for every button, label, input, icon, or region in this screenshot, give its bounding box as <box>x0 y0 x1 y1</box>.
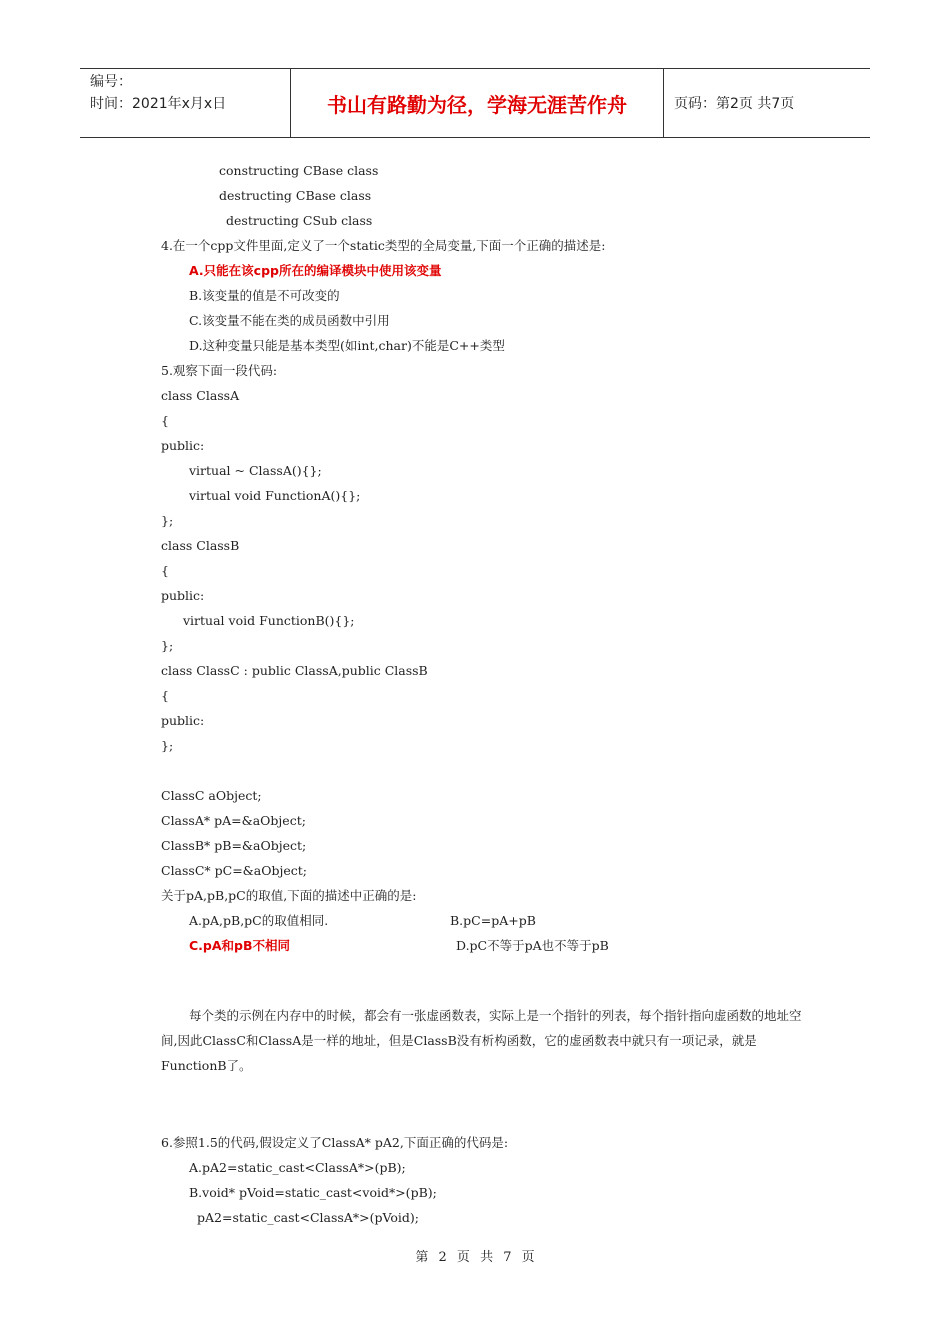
footer-page-number: 2 <box>438 1250 447 1265</box>
text-line: 6.参照1.5的代码,假设定义了ClassA* pA2,下面正确的代码是: <box>161 1135 509 1150</box>
footer-total-pages: 7 <box>503 1250 512 1265</box>
text-line: { <box>161 413 169 428</box>
text-line: ClassB* pB=&aObject; <box>161 838 307 853</box>
text-line: public: <box>161 588 205 603</box>
text-line: }; <box>161 738 174 753</box>
header-page-info: 页码：第2页 共7页 <box>674 96 795 112</box>
text-line: destructing CSub class <box>226 213 373 228</box>
text-line: A.pA2=static_cast<ClassA*>(pB); <box>189 1160 406 1175</box>
answer-line: C.pA和pB不相同 <box>189 938 291 953</box>
text-line: virtual ~ ClassA(){}; <box>189 463 322 478</box>
text-line: virtual void FunctionB(){}; <box>183 613 355 628</box>
header-meta <box>80 69 291 137</box>
text-line: virtual void FunctionA(){}; <box>189 488 361 503</box>
text-line: }; <box>161 513 174 528</box>
footer-ye-2: 页 <box>521 1250 535 1265</box>
text-line: class ClassA <box>161 388 240 403</box>
text-line: constructing CBase class <box>219 163 379 178</box>
page-footer <box>0 1246 950 1265</box>
footer-gong: 共 <box>480 1250 494 1265</box>
text-line: { <box>161 563 169 578</box>
text-line: 关于pA,pB,pC的取值,下面的描述中正确的是: <box>161 888 417 903</box>
text-line: ClassA* pA=&aObject; <box>161 813 306 828</box>
text-line: C.该变量不能在类的成员函数中引用 <box>189 313 390 328</box>
page-header <box>80 68 870 138</box>
number-label: 编号： <box>90 74 132 90</box>
text-line: class ClassB <box>161 538 240 553</box>
text-line: B.pC=pA+pB <box>450 913 536 928</box>
text-line: ClassC aObject; <box>161 788 262 803</box>
text-line: destructing CBase class <box>219 188 372 203</box>
text-line: { <box>161 688 169 703</box>
text-line: class ClassC : public ClassA,public ClassB <box>161 663 428 678</box>
explanation-paragraph: 每个类的示例在内存中的时候，都会有一张虚函数表，实际上是一个指针的列表，每个指针指向虚函数的地址空间,因此ClassC和ClassA是一样的地址，但是ClassB没有析构函数，它的虚函数表中就只有一项记录，就是FunctionB了。 <box>161 1008 802 1073</box>
header-motto: 书山有路勤为径，学海无涯苦作舟 <box>291 69 664 137</box>
time-label: 时间：2021年x月x日 <box>90 96 227 112</box>
text-line: 5.观察下面一段代码: <box>161 363 278 378</box>
footer-di: 第 <box>415 1250 429 1265</box>
text-line: }; <box>161 638 174 653</box>
text-line: D.pC不等于pA也不等于pB <box>456 938 609 953</box>
text-line: B.该变量的值是不可改变的 <box>189 288 340 303</box>
text-line: D.这种变量只能是基本类型(如int,char)不能是C++类型 <box>189 338 505 353</box>
answer-line: A.只能在该cpp所在的编译模块中使用该变量 <box>189 263 442 278</box>
text-line: ClassC* pC=&aObject; <box>161 863 308 878</box>
footer-ye: 页 <box>456 1250 470 1265</box>
text-line: pA2=static_cast<ClassA*>(pVoid); <box>197 1210 419 1225</box>
text-line: A.pA,pB,pC的取值相同. <box>189 913 329 928</box>
text-line: B.void* pVoid=static_cast<void*>(pB); <box>189 1185 437 1200</box>
text-line: public: <box>161 713 205 728</box>
text-line: public: <box>161 438 205 453</box>
text-line: 4.在一个cpp文件里面,定义了一个static类型的全局变量,下面一个正确的描述是: <box>161 238 606 253</box>
